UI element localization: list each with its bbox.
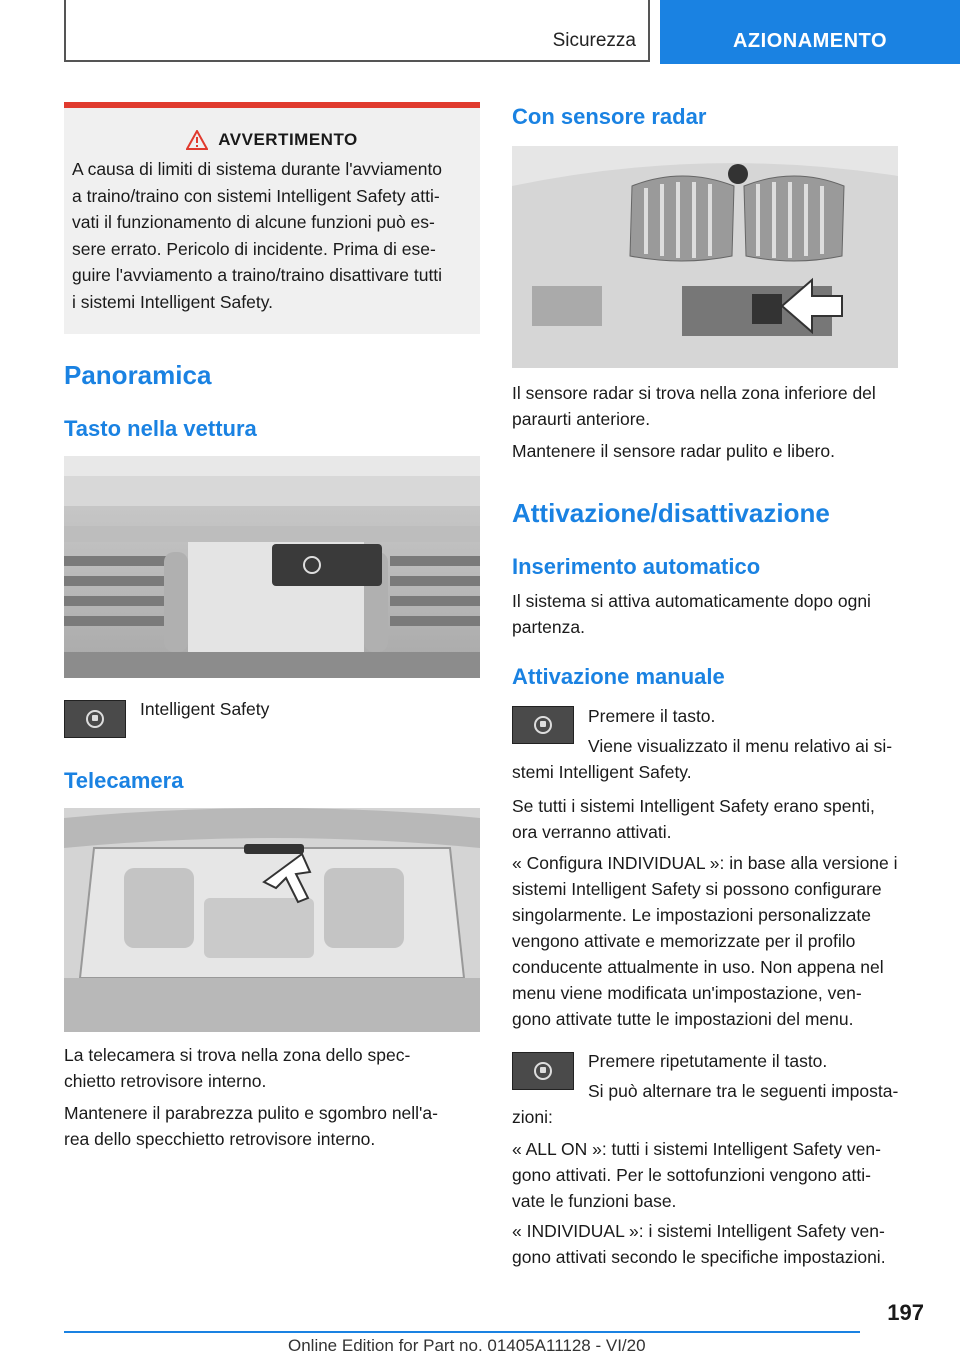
repeat-paragraph-4: « INDIVIDUAL »: i sistemi Intelligent Safety ven- gono attivati secondo le specifiche impostazioni.: [512, 1221, 886, 1267]
camera-photo: [64, 808, 480, 1032]
intelligent-safety-icon: [534, 1062, 552, 1080]
button-caption: Intelligent Safety: [140, 699, 270, 719]
radar-paragraph-1: Il sensore radar si trova nella zona inferiore del paraurti anteriore.: [512, 383, 876, 429]
chapter-tab-label: AZIONAMENTO: [732, 30, 887, 52]
heading-inserimento: Inserimento automatico: [512, 554, 761, 579]
intelligent-safety-icon: [534, 716, 552, 734]
heading-telecamera: Telecamera: [64, 768, 184, 793]
footer-divider: [64, 1331, 860, 1333]
footer-edition: Online Edition for Part no. 01405A11128 - VI/20: [288, 1336, 646, 1355]
dashboard-button-photo: [64, 456, 480, 678]
intelligent-safety-icon: [86, 710, 104, 728]
repeat-step-2a: Si può alternare tra le seguenti imposta-: [588, 1081, 899, 1101]
intelligent-safety-button-image-3: [512, 1052, 574, 1090]
manual-paragraph-4: « Configura INDIVIDUAL »: in base alla versione i sistemi Intelligent Safety si possono configurare singolarmente. Le impostazioni personalizzate vengono attivate e memorizzate per il profilo conducente attualmente in uso. Non appena nel menu viene modificata un'impostazione, ven- gono attivate tutte le impostazioni del menu.: [512, 853, 898, 1029]
warning-line: A causa di limiti di sistema durante l'avviamento: [72, 159, 443, 179]
warning-line: sere errato. Pericolo di incidente. Prima di ese-: [72, 238, 436, 259]
heading-panoramica: Panoramica: [64, 360, 212, 390]
manual-step-2b: stemi Intelligent Safety.: [512, 762, 692, 782]
repeat-step-2b: zioni:: [512, 1107, 553, 1127]
warning-line: a traino/traino con sistemi Intelligent Safety atti-: [72, 185, 440, 206]
section-title: Sicurezza: [552, 30, 636, 51]
warning-line: vati il funzionamento di alcune funzioni può es-: [72, 212, 435, 232]
heading-tasto-vettura: Tasto nella vettura: [64, 416, 257, 441]
page-number: 197: [887, 1300, 924, 1325]
warning-heading: [72, 130, 472, 150]
manual-paragraph-3: Se tutti i sistemi Intelligent Safety erano spenti, ora verranno attivati.: [512, 796, 875, 842]
manual-step-1: Premere il tasto.: [588, 706, 716, 726]
heading-radar: Con sensore radar: [512, 104, 707, 129]
auto-paragraph: Il sistema si attiva automaticamente dopo ogni partenza.: [512, 591, 871, 637]
intelligent-safety-button-image-2: [512, 706, 574, 744]
warning-line: guire l'avviamento a traino/traino disattivare tutti: [72, 265, 443, 285]
header-bar: [64, 0, 650, 62]
warning-line: i sistemi Intelligent Safety.: [72, 291, 274, 312]
warning-title: AVVERTIMENTO: [218, 130, 358, 149]
radar-paragraph-2: Mantenere il sensore radar pulito e libero.: [512, 441, 835, 461]
warning-triangle-icon: [186, 130, 208, 150]
heading-manuale: Attivazione manuale: [512, 664, 725, 689]
heading-attivazione: Attivazione/disattivazione: [512, 498, 830, 528]
repeat-paragraph-3: « ALL ON »: tutti i sistemi Intelligent Safety ven- gono attivati. Per le sottofunzioni vengono atti- vate le funzioni base.: [512, 1139, 881, 1211]
intelligent-safety-button-image: [64, 700, 126, 738]
manual-step-2a: Viene visualizzato il menu relativo ai si-: [588, 736, 893, 756]
camera-paragraph-1: La telecamera si trova nella zona dello spec- chietto retrovisore interno.: [64, 1045, 411, 1091]
camera-paragraph-2: Mantenere il parabrezza pulito e sgombro nell'a- rea dello specchietto retrovisore interno.: [64, 1103, 438, 1149]
warning-box: [64, 102, 480, 334]
warning-text: [72, 156, 472, 315]
repeat-step-1: Premere ripetutamente il tasto.: [588, 1051, 828, 1071]
radar-photo: [512, 146, 898, 368]
chapter-tab[interactable]: [660, 0, 960, 64]
